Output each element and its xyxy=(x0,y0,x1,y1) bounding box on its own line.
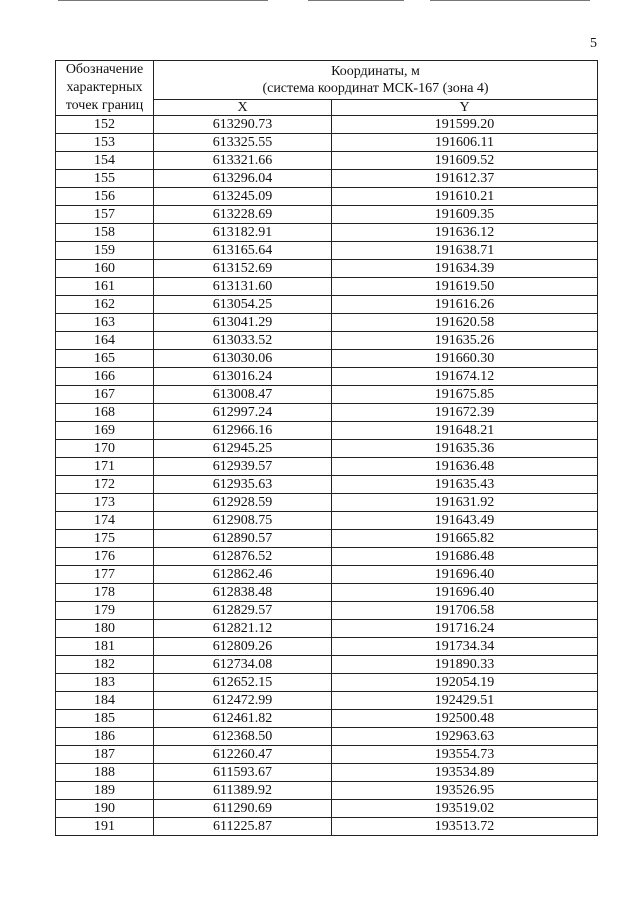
x-coordinate-cell: 612809.26 xyxy=(154,638,332,656)
y-coordinate-cell: 191686.48 xyxy=(332,548,598,566)
point-id-cell: 168 xyxy=(56,404,154,422)
y-coordinate-cell: 191674.12 xyxy=(332,368,598,386)
table-row xyxy=(56,314,598,332)
x-coordinate-cell: 612461.82 xyxy=(154,710,332,728)
y-coordinate-cell: 191635.26 xyxy=(332,332,598,350)
point-id-cell: 163 xyxy=(56,314,154,332)
x-coordinate-cell: 612890.57 xyxy=(154,530,332,548)
table-row xyxy=(56,440,598,458)
y-coordinate-cell: 191696.40 xyxy=(332,584,598,602)
table-header-row xyxy=(56,61,598,100)
table-row xyxy=(56,512,598,530)
x-coordinate-cell: 612862.46 xyxy=(154,566,332,584)
point-id-cell: 185 xyxy=(56,710,154,728)
point-id-cell: 159 xyxy=(56,242,154,260)
y-coordinate-cell: 191620.58 xyxy=(332,314,598,332)
point-id-cell: 158 xyxy=(56,224,154,242)
point-id-cell: 155 xyxy=(56,170,154,188)
x-coordinate-cell: 613182.91 xyxy=(154,224,332,242)
table-row xyxy=(56,800,598,818)
table-row xyxy=(56,422,598,440)
x-coordinate-cell: 611389.92 xyxy=(154,782,332,800)
point-id-cell: 169 xyxy=(56,422,154,440)
y-coordinate-cell: 191631.92 xyxy=(332,494,598,512)
x-coordinate-cell: 612260.47 xyxy=(154,746,332,764)
y-coordinate-cell: 191696.40 xyxy=(332,566,598,584)
x-coordinate-cell: 612652.15 xyxy=(154,674,332,692)
y-coordinate-cell: 191660.30 xyxy=(332,350,598,368)
table-row xyxy=(56,332,598,350)
y-coordinate-cell: 191638.71 xyxy=(332,242,598,260)
coordinates-table xyxy=(55,60,598,836)
x-coordinate-cell: 611225.87 xyxy=(154,818,332,836)
table-row xyxy=(56,116,598,134)
y-coordinate-cell: 193513.72 xyxy=(332,818,598,836)
table-row xyxy=(56,692,598,710)
table-row xyxy=(56,782,598,800)
table-row xyxy=(56,710,598,728)
x-coordinate-cell: 612939.57 xyxy=(154,458,332,476)
x-coordinate-cell: 613321.66 xyxy=(154,152,332,170)
x-coordinate-cell: 613008.47 xyxy=(154,386,332,404)
table-row xyxy=(56,134,598,152)
y-coordinate-cell: 191616.26 xyxy=(332,296,598,314)
table-row xyxy=(56,188,598,206)
table-row xyxy=(56,206,598,224)
x-coordinate-cell: 612838.48 xyxy=(154,584,332,602)
x-coordinate-cell: 613325.55 xyxy=(154,134,332,152)
point-id-cell: 166 xyxy=(56,368,154,386)
y-coordinate-cell: 191599.20 xyxy=(332,116,598,134)
point-header-line: Обозначение xyxy=(65,62,144,77)
y-coordinate-cell: 191665.82 xyxy=(332,530,598,548)
table-row xyxy=(56,224,598,242)
point-id-cell: 180 xyxy=(56,620,154,638)
point-id-cell: 160 xyxy=(56,260,154,278)
table-row xyxy=(56,566,598,584)
y-coordinate-cell: 191606.11 xyxy=(332,134,598,152)
y-coordinate-cell: 191609.35 xyxy=(332,206,598,224)
y-coordinate-cell: 191706.58 xyxy=(332,602,598,620)
point-id-cell: 183 xyxy=(56,674,154,692)
y-coordinate-cell: 191890.33 xyxy=(332,656,598,674)
table-row xyxy=(56,620,598,638)
y-coordinate-cell: 191716.24 xyxy=(332,620,598,638)
y-coordinate-cell: 191635.43 xyxy=(332,476,598,494)
y-coordinate-cell: 192429.51 xyxy=(332,692,598,710)
coordinate-system-label: (система координат МСК-167 (зона 4) xyxy=(262,81,489,96)
table-row xyxy=(56,458,598,476)
x-coordinate-cell: 612966.16 xyxy=(154,422,332,440)
table-row xyxy=(56,242,598,260)
x-coordinate-cell: 613041.29 xyxy=(154,314,332,332)
y-coordinate-cell: 192963.63 xyxy=(332,728,598,746)
y-coordinate-cell: 191636.12 xyxy=(332,224,598,242)
table-row xyxy=(56,548,598,566)
y-coordinate-cell: 191610.21 xyxy=(332,188,598,206)
point-id-cell: 181 xyxy=(56,638,154,656)
table-row xyxy=(56,350,598,368)
x-coordinate-cell: 612876.52 xyxy=(154,548,332,566)
y-coordinate-cell: 191612.37 xyxy=(332,170,598,188)
x-coordinate-cell: 613165.64 xyxy=(154,242,332,260)
x-coordinate-cell: 612928.59 xyxy=(154,494,332,512)
x-coordinate-cell: 613152.69 xyxy=(154,260,332,278)
point-id-cell: 157 xyxy=(56,206,154,224)
x-coordinate-cell: 613245.09 xyxy=(154,188,332,206)
point-id-cell: 173 xyxy=(56,494,154,512)
table-row xyxy=(56,746,598,764)
coordinates-header xyxy=(154,61,598,100)
table-row xyxy=(56,476,598,494)
x-coordinate-cell: 612734.08 xyxy=(154,656,332,674)
table-row xyxy=(56,656,598,674)
point-id-cell: 172 xyxy=(56,476,154,494)
y-coordinate-cell: 193534.89 xyxy=(332,764,598,782)
point-id-cell: 182 xyxy=(56,656,154,674)
table-row xyxy=(56,818,598,836)
point-id-cell: 177 xyxy=(56,566,154,584)
y-coordinate-cell: 191675.85 xyxy=(332,386,598,404)
x-coordinate-cell: 613228.69 xyxy=(154,206,332,224)
x-coordinate-cell: 612829.57 xyxy=(154,602,332,620)
point-id-cell: 154 xyxy=(56,152,154,170)
coordinates-table-body xyxy=(56,116,598,836)
coordinates-title: Координаты, м xyxy=(331,64,420,79)
y-coordinate-cell: 193526.95 xyxy=(332,782,598,800)
y-coordinate-cell: 191734.34 xyxy=(332,638,598,656)
point-id-cell: 162 xyxy=(56,296,154,314)
point-id-cell: 188 xyxy=(56,764,154,782)
table-row xyxy=(56,152,598,170)
table-row xyxy=(56,530,598,548)
top-edge-line xyxy=(58,0,268,1)
top-edge-line xyxy=(308,0,404,1)
table-row xyxy=(56,296,598,314)
x-coordinate-cell: 613030.06 xyxy=(154,350,332,368)
point-header-line: характерных xyxy=(66,80,143,95)
point-id-cell: 184 xyxy=(56,692,154,710)
x-coordinate-cell: 613131.60 xyxy=(154,278,332,296)
point-id-cell: 152 xyxy=(56,116,154,134)
point-id-cell: 167 xyxy=(56,386,154,404)
x-coordinate-cell: 613290.73 xyxy=(154,116,332,134)
x-coordinate-cell: 612997.24 xyxy=(154,404,332,422)
y-coordinate-cell: 193519.02 xyxy=(332,800,598,818)
table-row xyxy=(56,764,598,782)
y-coordinate-cell: 191609.52 xyxy=(332,152,598,170)
point-id-cell: 174 xyxy=(56,512,154,530)
table-row xyxy=(56,728,598,746)
top-edge-line xyxy=(430,0,590,1)
x-coordinate-cell: 611593.67 xyxy=(154,764,332,782)
point-id-cell: 191 xyxy=(56,818,154,836)
y-coordinate-cell: 191648.21 xyxy=(332,422,598,440)
x-coordinate-cell: 613033.52 xyxy=(154,332,332,350)
x-coordinate-cell: 611290.69 xyxy=(154,800,332,818)
table-row xyxy=(56,638,598,656)
x-coordinate-cell: 612472.99 xyxy=(154,692,332,710)
point-id-cell: 161 xyxy=(56,278,154,296)
point-id-cell: 179 xyxy=(56,602,154,620)
y-coordinate-cell: 192054.19 xyxy=(332,674,598,692)
y-coordinate-cell: 191619.50 xyxy=(332,278,598,296)
y-coordinate-cell: 191636.48 xyxy=(332,458,598,476)
point-id-cell: 156 xyxy=(56,188,154,206)
point-designation-header xyxy=(56,61,154,116)
point-id-cell: 171 xyxy=(56,458,154,476)
point-id-cell: 186 xyxy=(56,728,154,746)
point-id-cell: 170 xyxy=(56,440,154,458)
table-row xyxy=(56,170,598,188)
y-coordinate-cell: 191643.49 xyxy=(332,512,598,530)
x-coordinate-cell: 612945.25 xyxy=(154,440,332,458)
x-coordinate-cell: 613296.04 xyxy=(154,170,332,188)
point-id-cell: 153 xyxy=(56,134,154,152)
point-id-cell: 164 xyxy=(56,332,154,350)
table-row xyxy=(56,494,598,512)
y-coordinate-cell: 192500.48 xyxy=(332,710,598,728)
y-coordinate-cell: 193554.73 xyxy=(332,746,598,764)
y-coordinate-cell: 191672.39 xyxy=(332,404,598,422)
y-column-header: Y xyxy=(332,100,598,116)
point-id-cell: 187 xyxy=(56,746,154,764)
table-row xyxy=(56,386,598,404)
point-id-cell: 165 xyxy=(56,350,154,368)
table-row xyxy=(56,674,598,692)
point-header-line: точек границ xyxy=(65,98,144,113)
x-coordinate-cell: 613054.25 xyxy=(154,296,332,314)
point-id-cell: 175 xyxy=(56,530,154,548)
y-coordinate-cell: 191634.39 xyxy=(332,260,598,278)
x-coordinate-cell: 612908.75 xyxy=(154,512,332,530)
table-row xyxy=(56,278,598,296)
point-id-cell: 178 xyxy=(56,584,154,602)
page-number: 5 xyxy=(590,36,597,51)
x-coordinate-cell: 612368.50 xyxy=(154,728,332,746)
point-id-cell: 189 xyxy=(56,782,154,800)
table-row xyxy=(56,584,598,602)
x-coordinate-cell: 613016.24 xyxy=(154,368,332,386)
table-row xyxy=(56,602,598,620)
x-coordinate-cell: 612821.12 xyxy=(154,620,332,638)
table-row xyxy=(56,260,598,278)
x-coordinate-cell: 612935.63 xyxy=(154,476,332,494)
x-column-header: X xyxy=(154,100,332,116)
table-row xyxy=(56,404,598,422)
point-id-cell: 176 xyxy=(56,548,154,566)
table-row xyxy=(56,368,598,386)
point-id-cell: 190 xyxy=(56,800,154,818)
y-coordinate-cell: 191635.36 xyxy=(332,440,598,458)
